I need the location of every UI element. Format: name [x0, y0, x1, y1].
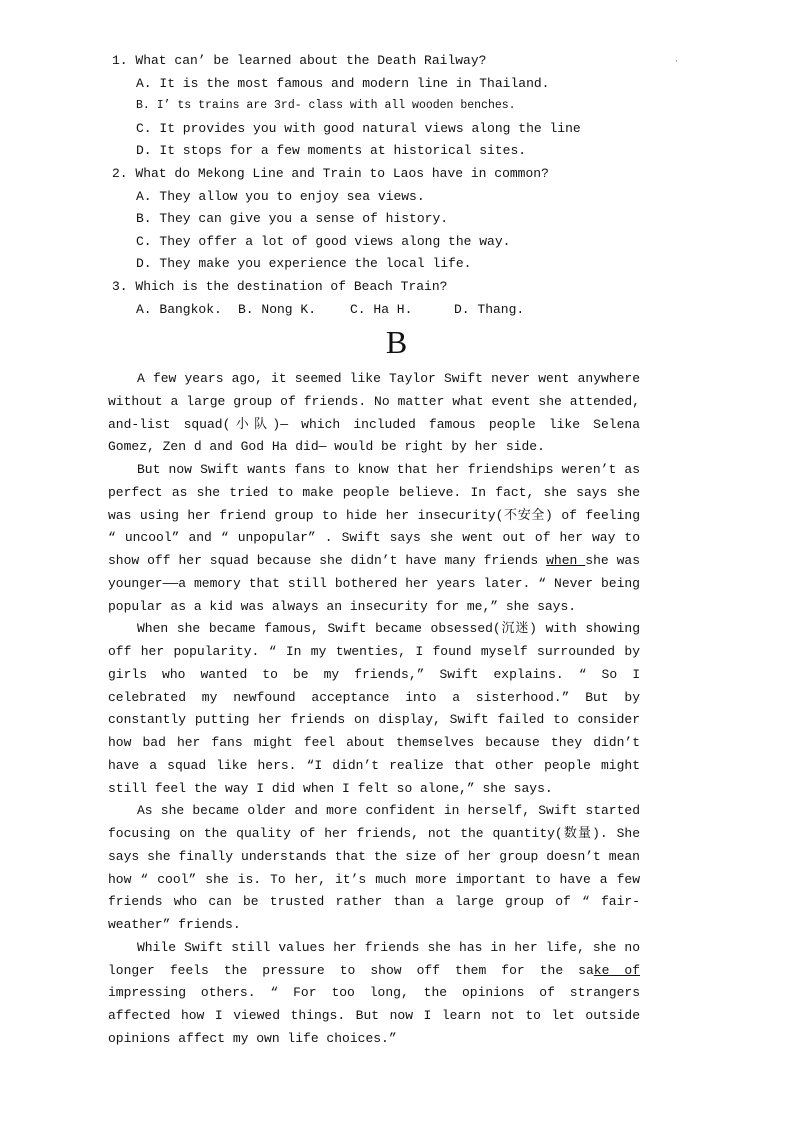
question-3-option-a: A. Bangkok.: [136, 301, 222, 317]
question-2-option-a: A. They allow you to enjoy sea views.: [136, 188, 425, 204]
question-1-option-a: A. It is the most famous and modern line in Thailand.: [136, 75, 550, 91]
passage-paragraph-4: As she became older and more confident in herself, Swift started focusing on the quality of her friends, not the quantity(数量). She says she finally understands that the size of her group doesn’t mean how “ cool” she is. To her, it’s much more important to have a few friends who can be trusted rather than a large group of “ fair- weather” friends.: [108, 803, 640, 932]
question-2-option-d: D. They make you experience the local life.: [136, 256, 472, 272]
passage-paragraph-1: A few years ago, it seemed like Taylor Swift never went anywhere without a large group of friends. No matter what event she attended, and-list squad(小队)— which included famous people like Selena Gomez, Zen d and God Ha did— would be right by her side.: [108, 371, 640, 455]
question-1-option-c: C. It provides you with good natural views along the line: [136, 120, 581, 136]
corner-mark: ·: [674, 57, 679, 66]
question-3-stem: 3. Which is the destination of Beach Train?: [112, 278, 448, 294]
question-3-option-c: C. Ha H.: [350, 301, 413, 317]
question-2-option-c: C. They offer a lot of good views along the way.: [136, 233, 511, 249]
paragraph-5-text-a: While Swift still values her friends she has in her life, she no longer feels the pressure to show off them for the sa: [108, 939, 640, 978]
question-2-stem: 2. What do Mekong Line and Train to Laos have in common?: [112, 165, 549, 181]
question-3-option-d: D. Thang.: [454, 301, 525, 317]
paragraph-5-text-b: impressing others. “ For too long, the opinions of strangers affected how I viewed things. But now I learn not to let outside opinions affect my own life choices.”: [108, 985, 640, 1046]
paragraph-2-text-b: she was younger——a memory that still bothered her years later. “ Never being popular as a kid was always an insecurity for me,” she says.: [108, 553, 640, 614]
section-heading: B: [385, 324, 408, 360]
question-1-stem: 1. What can’ be learned about the Death Railway?: [112, 53, 487, 68]
question-2-option-b: B. They can give you a sense of history.: [136, 211, 449, 227]
passage-paragraph-3: When she became famous, Swift became obsessed(沉迷) with showing off her popularity. “ In my twenties, I found myself surrounded by girls who wanted to be my friends,” Swift explains. “ So I celebrated my newfound acceptance into a sisterhood.” But by constantly putting her friends on display, Swift failed to consider how bad her fans might feel about themselves because they didn’t have a squad like hers. “I didn’t realize that other people might still feel the way I did when I felt so alone,” she says.: [108, 621, 640, 796]
underlined-phrase-ke-of: ke of: [593, 962, 641, 978]
reading-passage: [108, 368, 640, 1051]
passage-paragraph-2: [108, 459, 640, 618]
question-list: [112, 50, 672, 321]
question-3-option-b: B. Nong K.: [238, 301, 317, 317]
passage-paragraph-5: [108, 937, 640, 1051]
paragraph-2-text-a: But now Swift wants fans to know that her friendships weren’t as perfect as she tried to make people believe. In fact, she says she was using her friend group to hide her insecurity(不安全) of feeling “ uncool” and “ unpopular” . Swift says she went out of her way to show off her squad because she didn’t have many friends: [108, 462, 640, 568]
question-1-option-b: B. I’ ts trains are 3rd- class with all wooden benches.: [136, 99, 516, 113]
question-3-options: [112, 299, 672, 322]
underlined-word-when: when: [546, 553, 586, 568]
question-1-option-d: D. It stops for a few moments at historical sites.: [136, 143, 527, 159]
